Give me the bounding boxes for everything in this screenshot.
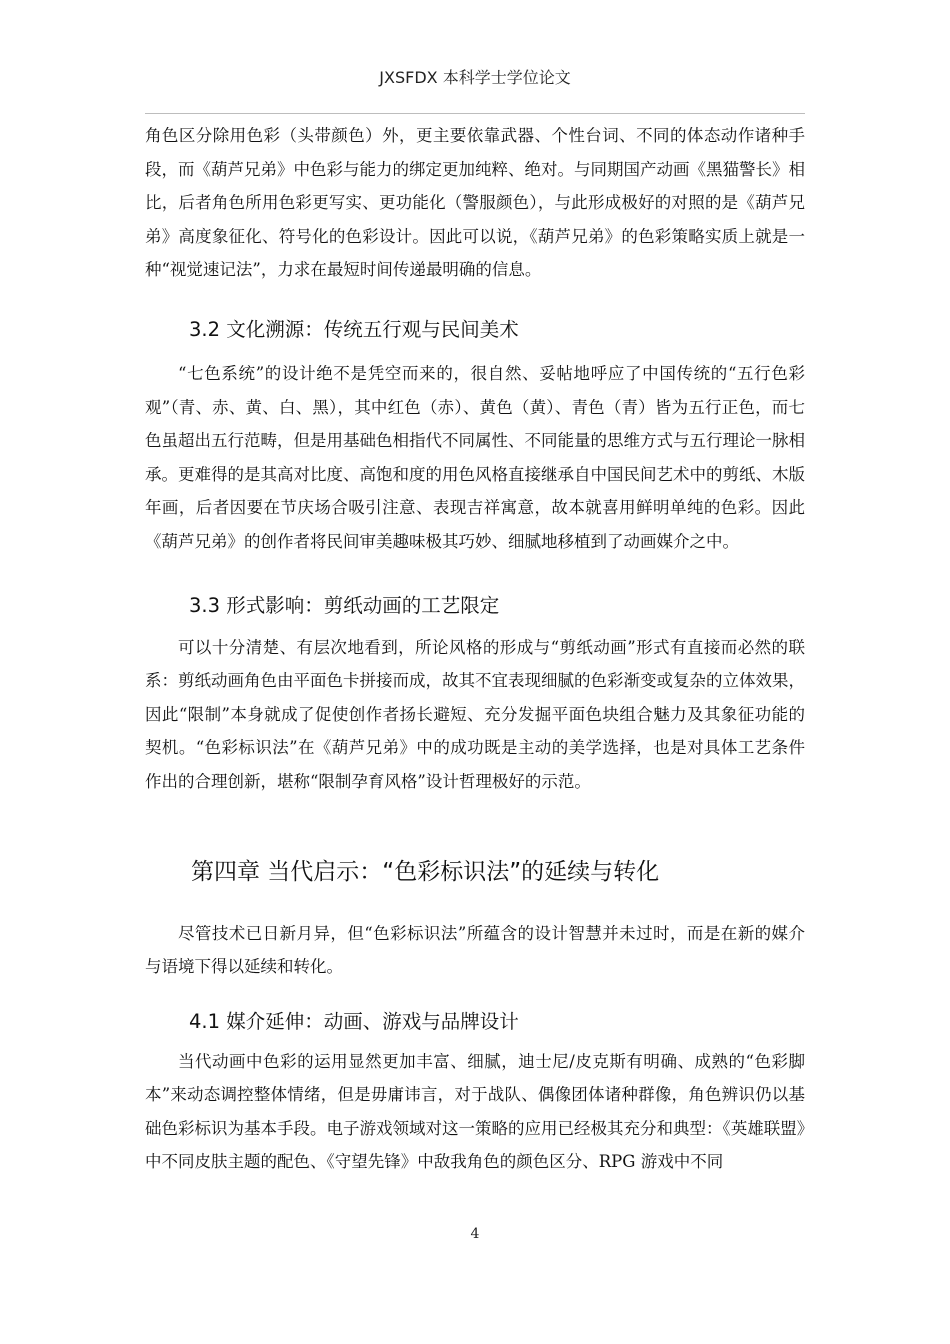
running-header: JXSFDX 本科学士学位论文 — [379, 68, 571, 87]
section-3-2-paragraph: “七色系统”的设计绝不是凭空而来的，很自然、妥帖地呼应了中国传统的“五行色彩观”（青、赤、黄、白、黑），其中红色（赤）、黄色（黄）、青色（青）皆为五行正色，而七色虽超出五行范畴，但是用基础色相指代不同属性、不同能量的思维方式与五行理论一脉相承。更难得的是其高对比度、高饱和度的用色风格直接继承自中国民间艺术中的剪纸、木版年画，后者因要在节庆场合吸引注意、表现吉祥寓意，故本就喜用鲜明单纯的色彩。因此《葫芦兄弟》的创作者将民间审美趣味极其巧妙、细腻地移植到了动画媒介之中。 — [145, 363, 805, 551]
section-4-1-paragraph: 当代动画中色彩的运用显然更加丰富、细腻，迪士尼/皮克斯有明确、成熟的“色彩脚本”来动态调控整体情绪，但是毋庸讳言，对于战队、偶像团体诸种群像，角色辨识仍以基础色彩标识为基本手段。电子游戏领域对这一策略的应用已经极其充分和典型：《英雄联盟》中不同皮肤主题的配色、《守望先锋》中敌我角色的颜色区分、RPG 游戏中不同 — [145, 1051, 805, 1172]
section-heading-3-3: 3.3 形式影响：剪纸动画的工艺限定 — [189, 593, 500, 617]
page-body — [145, 119, 805, 1179]
chapter-4-paragraph: 尽管技术已日新月异，但“色彩标识法”所蕴含的设计智慧并未过时，而是在新的媒介与语境下得以延续和转化。 — [145, 923, 805, 977]
section-heading-4-1: 4.1 媒介延伸：动画、游戏与品牌设计 — [189, 1009, 519, 1033]
header-divider — [145, 113, 805, 114]
chapter-heading-4: 第四章 当代启示：“色彩标识法”的延续与转化 — [191, 858, 660, 885]
section-heading-3-2: 3.2 文化溯源：传统五行观与民间美术 — [189, 317, 519, 341]
page-number: 4 — [470, 1226, 480, 1242]
section-3-3-paragraph: 可以十分清楚、有层次地看到，所论风格的形成与“剪纸动画”形式有直接而必然的联系：剪纸动画角色由平面色卡拼接而成，故其不宜表现细腻的色彩渐变或复杂的立体效果，因此“限制”本身就成了促使创作者扬长避短、充分发掘平面色块组合魅力及其象征功能的契机。“色彩标识法”在《葫芦兄弟》中的成功既是主动的美学选择，也是对具体工艺条件作出的合理创新，堪称“限制孕育风格”设计哲理极好的示范。 — [145, 637, 805, 791]
continued-paragraph: 角色区分除用色彩（头带颜色）外，更主要依靠武器、个性台词、不同的体态动作诸种手段，而《葫芦兄弟》中色彩与能力的绑定更加纯粹、绝对。与同期国产动画《黑猫警长》相比，后者角色所用色彩更写实、更功能化（警服颜色），与此形成极好的对照的是《葫芦兄弟》高度象征化、符号化的色彩设计。因此可以说，《葫芦兄弟》的色彩策略实质上就是一种“视觉速记法”，力求在最短时间传递最明确的信息。 — [145, 126, 805, 280]
